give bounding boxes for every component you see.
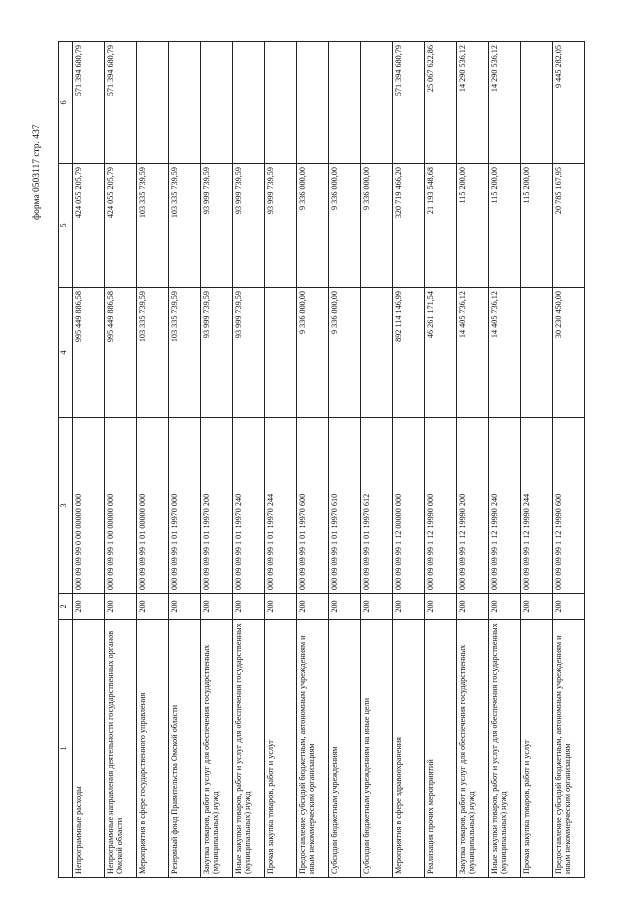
- budget-code-cell: 000 09 09 99 1 01 19970 610: [329, 418, 361, 594]
- amount-col4-cell: [265, 288, 297, 418]
- line-code-cell: 200: [201, 594, 233, 620]
- amount-col5-cell: 320 719 466,20: [393, 164, 425, 288]
- table-row: [233, 42, 265, 878]
- amount-col4-cell: 103 335 739,59: [169, 288, 201, 418]
- budget-code-cell: 000 09 09 99 1 12 00000 000: [393, 418, 425, 594]
- amount-col5-cell: 115 200,00: [521, 164, 553, 288]
- expense-name-cell: Непрограммные расходы: [73, 620, 105, 878]
- line-code-cell: 200: [169, 594, 201, 620]
- amount-col6-cell: 571 394 680,79: [73, 42, 105, 164]
- amount-col5-cell: 93 999 739,59: [265, 164, 297, 288]
- table-row: [457, 42, 489, 878]
- amount-col6-cell: [265, 42, 297, 164]
- amount-col4-cell: 995 449 886,58: [105, 288, 137, 418]
- amount-col5-cell: 424 055 205,79: [105, 164, 137, 288]
- report-table-container: [58, 42, 602, 878]
- amount-col5-cell: 93 999 739,59: [233, 164, 265, 288]
- expense-name-cell: Предоставление субсидий бюджетным, автономным учреждениям и иным некоммерческим организациям: [553, 620, 585, 878]
- amount-col6-cell: 571 394 680,79: [393, 42, 425, 164]
- column-number-row: [59, 42, 73, 878]
- amount-col5-cell: 93 999 739,59: [201, 164, 233, 288]
- expense-name-cell: Непрограммные направления деятельности государственных органов Омской области: [105, 620, 137, 878]
- amount-col4-cell: 93 999 739,59: [233, 288, 265, 418]
- line-code-cell: 200: [393, 594, 425, 620]
- line-code-cell: 200: [457, 594, 489, 620]
- budget-code-cell: 000 09 09 99 1 12 19990 200: [457, 418, 489, 594]
- budget-code-cell: 000 09 09 99 1 00 00000 000: [105, 418, 137, 594]
- budget-code-cell: 000 09 09 99 1 01 19970 240: [233, 418, 265, 594]
- expense-name-cell: Реализация прочих мероприятий: [425, 620, 457, 878]
- amount-col5-cell: 103 335 739,59: [169, 164, 201, 288]
- table-row: [553, 42, 585, 878]
- expense-name-cell: Закупка товаров, работ и услуг для обеспечения государственных (муниципальных) нужд: [201, 620, 233, 878]
- column-header: 3: [59, 418, 73, 594]
- table-row: [201, 42, 233, 878]
- budget-code-cell: 000 09 09 99 1 01 19970 600: [297, 418, 329, 594]
- budget-code-cell: 000 09 09 99 1 01 19970 200: [201, 418, 233, 594]
- line-code-cell: 200: [233, 594, 265, 620]
- amount-col6-cell: 25 067 622,86: [425, 42, 457, 164]
- table-row: [169, 42, 201, 878]
- table-row: [73, 42, 105, 878]
- amount-col5-cell: 424 055 205,79: [73, 164, 105, 288]
- column-header: 5: [59, 164, 73, 288]
- budget-code-cell: 000 09 09 99 1 01 19970 000: [169, 418, 201, 594]
- expense-name-cell: Закупка товаров, работ и услуг для обеспечения государственных (муниципальных) нужд: [457, 620, 489, 878]
- table-body: [73, 42, 585, 878]
- expense-name-cell: Иные закупки товаров, работ и услуг для обеспечения государственных (муниципальных) нужд: [233, 620, 265, 878]
- line-code-cell: 200: [265, 594, 297, 620]
- expense-name-cell: Субсидии бюджетным учреждениям на иные цели: [361, 620, 393, 878]
- line-code-cell: 200: [553, 594, 585, 620]
- table-row: [361, 42, 393, 878]
- table-row: [297, 42, 329, 878]
- amount-col6-cell: [233, 42, 265, 164]
- line-code-cell: 200: [425, 594, 457, 620]
- expense-name-cell: Предоставление субсидий бюджетным, автономным учреждениям и иным некоммерческим организациям: [297, 620, 329, 878]
- budget-code-cell: 000 09 09 99 1 12 19990 000: [425, 418, 457, 594]
- expense-name-cell: Субсидии бюджетным учреждениям: [329, 620, 361, 878]
- amount-col6-cell: 9 445 282,05: [553, 42, 585, 164]
- table-row: [329, 42, 361, 878]
- amount-col6-cell: [297, 42, 329, 164]
- expense-name-cell: Прочая закупка товаров, работ и услуг: [521, 620, 553, 878]
- amount-col5-cell: 115 200,00: [489, 164, 521, 288]
- table-row: [105, 42, 137, 878]
- amount-col6-cell: [201, 42, 233, 164]
- amount-col5-cell: 21 193 548,68: [425, 164, 457, 288]
- budget-code-cell: 000 09 09 99 1 01 19970 244: [265, 418, 297, 594]
- amount-col6-cell: 571 394 680,79: [105, 42, 137, 164]
- expense-name-cell: Резервный фонд Правительства Омской области: [169, 620, 201, 878]
- budget-code-cell: 000 09 09 99 1 01 19970 612: [361, 418, 393, 594]
- form-header: [32, 40, 42, 220]
- amount-col4-cell: 995 449 886,58: [73, 288, 105, 418]
- line-code-cell: 200: [329, 594, 361, 620]
- column-header: 2: [59, 594, 73, 620]
- budget-code-cell: 000 09 09 99 1 01 00000 000: [137, 418, 169, 594]
- table-row: [489, 42, 521, 878]
- amount-col6-cell: [329, 42, 361, 164]
- budget-code-cell: 000 09 09 99 1 12 19990 240: [489, 418, 521, 594]
- line-code-cell: 200: [105, 594, 137, 620]
- amount-col4-cell: 14 405 736,12: [457, 288, 489, 418]
- amount-col4-cell: [361, 288, 393, 418]
- expense-name-cell: Прочая закупка товаров, работ и услуг: [265, 620, 297, 878]
- amount-col5-cell: 9 336 000,00: [297, 164, 329, 288]
- table-row: [521, 42, 553, 878]
- budget-code-cell: 000 09 09 99 1 12 19990 244: [521, 418, 553, 594]
- amount-col6-cell: 14 290 536,12: [489, 42, 521, 164]
- amount-col6-cell: 14 290 536,12: [457, 42, 489, 164]
- amount-col4-cell: 9 336 000,00: [297, 288, 329, 418]
- amount-col4-cell: 14 405 736,12: [489, 288, 521, 418]
- column-header: 1: [59, 620, 73, 878]
- budget-code-cell: 000 09 09 99 1 12 19990 600: [553, 418, 585, 594]
- amount-col6-cell: [521, 42, 553, 164]
- amount-col5-cell: 103 335 739,59: [137, 164, 169, 288]
- line-code-cell: 200: [361, 594, 393, 620]
- amount-col4-cell: 46 261 171,54: [425, 288, 457, 418]
- column-header: 4: [59, 288, 73, 418]
- line-code-cell: 200: [297, 594, 329, 620]
- amount-col4-cell: [521, 288, 553, 418]
- expense-name-cell: Мероприятия в сфере государственного управления: [137, 620, 169, 878]
- amount-col4-cell: 93 999 739,59: [201, 288, 233, 418]
- line-code-cell: 200: [73, 594, 105, 620]
- column-header: 6: [59, 42, 73, 164]
- amount-col5-cell: 9 336 000,00: [361, 164, 393, 288]
- table-row: [425, 42, 457, 878]
- line-code-cell: 200: [137, 594, 169, 620]
- budget-report-table: [58, 41, 585, 878]
- table-row: [137, 42, 169, 878]
- amount-col5-cell: 9 336 000,00: [329, 164, 361, 288]
- amount-col6-cell: [361, 42, 393, 164]
- form-label: форма 0503117 стр. 437: [32, 124, 42, 220]
- line-code-cell: 200: [521, 594, 553, 620]
- amount-col4-cell: 892 114 146,99: [393, 288, 425, 418]
- line-code-cell: 200: [489, 594, 521, 620]
- table-header: [59, 42, 73, 878]
- expense-name-cell: Мероприятия в сфере здравоохранения: [393, 620, 425, 878]
- amount-col6-cell: [137, 42, 169, 164]
- amount-col6-cell: [169, 42, 201, 164]
- amount-col5-cell: 20 785 167,95: [553, 164, 585, 288]
- expense-name-cell: Иные закупки товаров, работ и услуг для обеспечения государственных (муниципальных) нужд: [489, 620, 521, 878]
- amount-col4-cell: 103 335 739,59: [137, 288, 169, 418]
- amount-col4-cell: 9 336 000,00: [329, 288, 361, 418]
- table-row: [265, 42, 297, 878]
- table-row: [393, 42, 425, 878]
- amount-col5-cell: 115 200,00: [457, 164, 489, 288]
- amount-col4-cell: 30 230 450,00: [553, 288, 585, 418]
- budget-code-cell: 000 09 09 99 0 00 00000 000: [73, 418, 105, 594]
